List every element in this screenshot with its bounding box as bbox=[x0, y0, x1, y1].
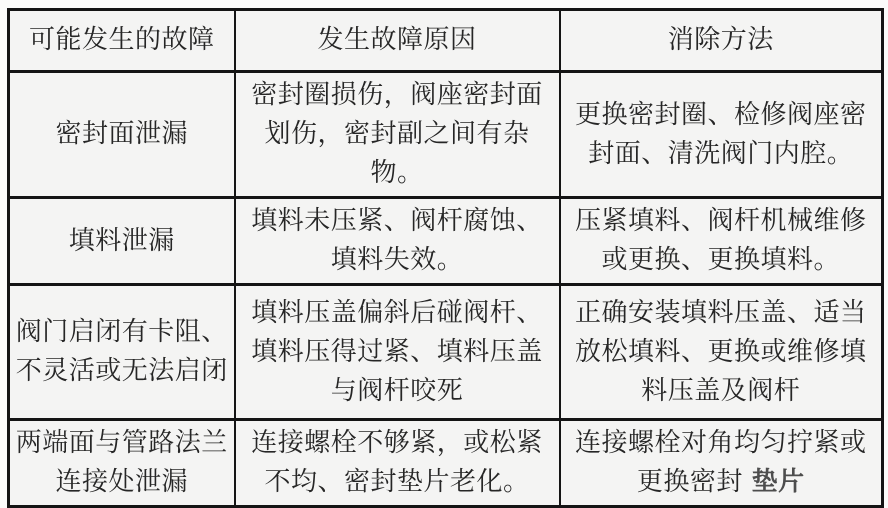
column-header-cause: 发生故障原因 bbox=[235, 10, 560, 72]
cause-cell: 填料未压紧、阀杆腐蚀、填料失效。 bbox=[235, 198, 560, 285]
table-row-flange-joint-leak bbox=[9, 420, 883, 507]
cause-cell: 连接螺栓不够紧，或松紧不均、密封垫片老化。 bbox=[235, 420, 560, 507]
fault-cell: 阀门启闭有卡阻、不灵活或无法启闭 bbox=[9, 285, 235, 420]
header-row bbox=[9, 10, 883, 72]
gasket-keyword: 垫片 bbox=[751, 467, 805, 497]
cause-cell: 填料压盖偏斜后碰阀杆、填料压得过紧、填料压盖与阀杆咬死 bbox=[235, 285, 560, 420]
column-header-remedy: 消除方法 bbox=[560, 10, 883, 72]
remedy-cell: 正确安装填料压盖、适当放松填料、更换或维修填料压盖及阀杆 bbox=[560, 285, 883, 420]
table-row-open-close-jam bbox=[9, 285, 883, 420]
table-row-seal-face-leak bbox=[9, 72, 883, 198]
remedy-cell: 更换密封圈、检修阀座密封面、清洗阀门内腔。 bbox=[560, 72, 883, 198]
remedy-cell: 压紧填料、阀杆机械维修或更换、更换填料。 bbox=[560, 198, 883, 285]
remedy-cell bbox=[560, 420, 883, 507]
remedy-text: 连接螺栓对角均匀拧紧或更换密封 bbox=[574, 428, 867, 497]
valve-fault-table-container bbox=[7, 8, 884, 508]
column-header-fault: 可能发生的故障 bbox=[9, 10, 235, 72]
fault-cell: 两端面与管路法兰连接处泄漏 bbox=[9, 420, 235, 507]
cause-cell: 密封圈损伤，阀座密封面划伤，密封副之间有杂物。 bbox=[235, 72, 560, 198]
table-row-packing-leak bbox=[9, 198, 883, 285]
valve-fault-table bbox=[7, 8, 884, 508]
fault-cell: 填料泄漏 bbox=[9, 198, 235, 285]
fault-cell: 密封面泄漏 bbox=[9, 72, 235, 198]
